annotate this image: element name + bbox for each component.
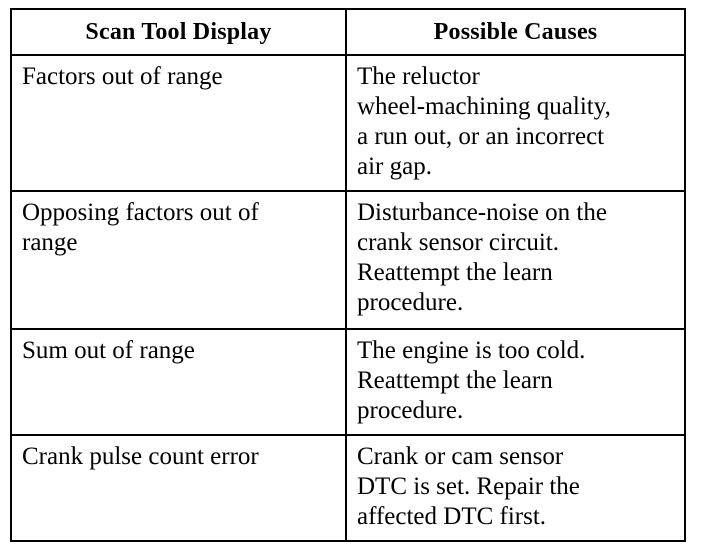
table-body (11, 55, 685, 541)
scan-tool-display-cell: Opposing factors out of range (11, 191, 346, 329)
header-possible-causes: Possible Causes (346, 9, 685, 55)
possible-causes-cell: The engine is too cold. Reattempt the learn procedure. (346, 329, 685, 435)
scan-tool-causes-table (10, 8, 686, 542)
table-row (11, 191, 685, 329)
scan-tool-display-cell: Factors out of range (11, 55, 346, 191)
header-scan-tool-display: Scan Tool Display (11, 9, 346, 55)
table-row (11, 55, 685, 191)
table-row (11, 329, 685, 435)
possible-causes-cell: Crank or cam sensor DTC is set. Repair the affected DTC first. (346, 435, 685, 541)
possible-causes-cell: The reluctor wheel-machining quality, a run out, or an incorrect air gap. (346, 55, 685, 191)
possible-causes-cell: Disturbance-noise on the crank sensor circuit. Reattempt the learn procedure. (346, 191, 685, 329)
table-header (11, 9, 685, 55)
header-row (11, 9, 685, 55)
scan-tool-display-cell: Sum out of range (11, 329, 346, 435)
scan-tool-display-cell: Crank pulse count error (11, 435, 346, 541)
table-row (11, 435, 685, 541)
